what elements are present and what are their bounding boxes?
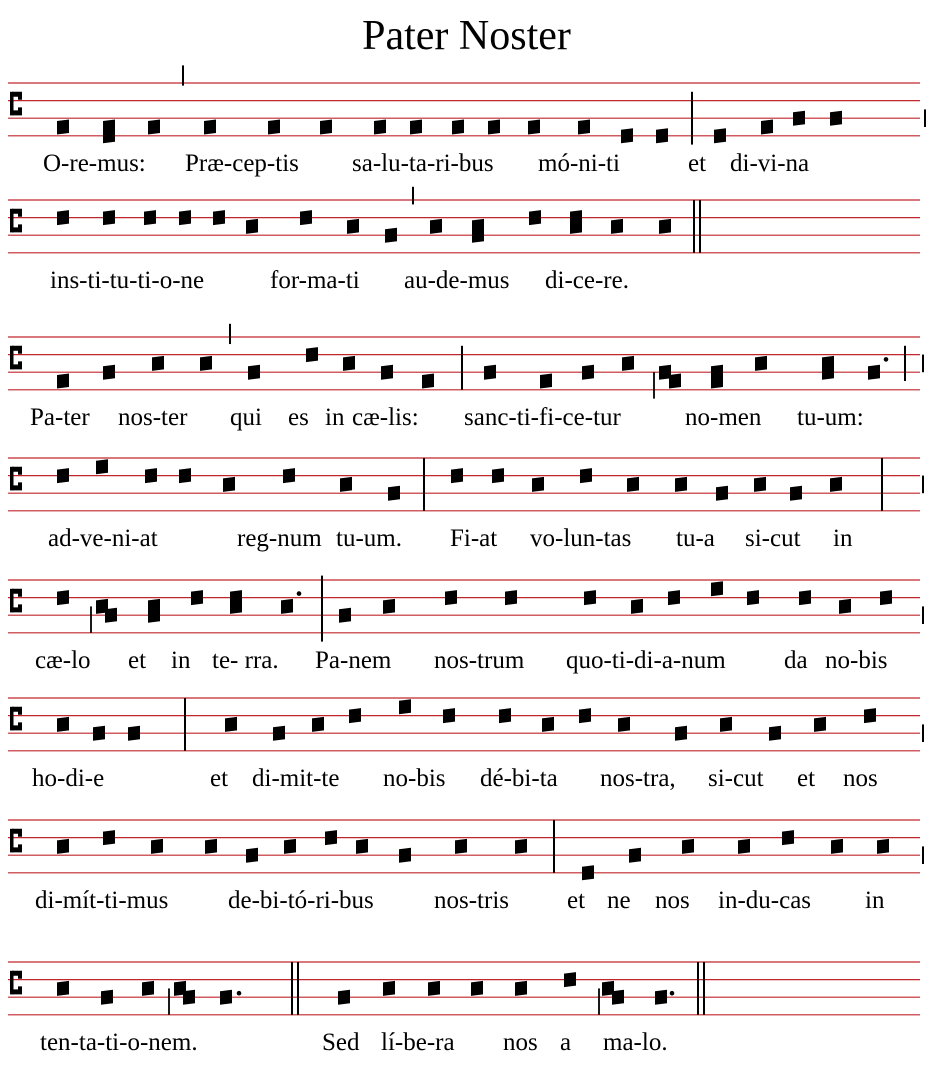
neume-note — [578, 120, 590, 135]
lyric-syllables: te- rra. — [212, 647, 279, 674]
c-clef-icon — [10, 829, 22, 853]
staff — [8, 958, 920, 1022]
neume-note — [532, 477, 544, 492]
lyric-syllables: in — [865, 887, 885, 914]
lyric-syllables: mó-ni-ti — [538, 150, 620, 177]
neume-note — [761, 120, 773, 135]
lyric-syllables: no-men — [685, 404, 762, 431]
neume-note — [152, 356, 164, 371]
neume-note — [880, 590, 892, 605]
lyric-syllables: tu-um: — [797, 404, 864, 431]
lyric-syllables: Fi-at — [450, 525, 498, 552]
lyric-syllables: ne — [607, 887, 631, 914]
neume-note — [57, 468, 69, 483]
lyric-syllables: lí-be-ra — [381, 1029, 455, 1056]
neume-note — [57, 981, 69, 996]
staff-system — [0, 333, 933, 437]
neume-note — [179, 210, 191, 225]
neume-note — [877, 839, 889, 854]
neume-note — [246, 848, 258, 863]
neume-note — [57, 120, 69, 135]
c-clef-icon — [10, 209, 22, 233]
staff-system — [0, 694, 933, 798]
neume-note — [220, 990, 232, 1005]
neume-note — [540, 374, 552, 389]
neume-note — [246, 219, 258, 234]
neume-note — [445, 590, 457, 605]
neume-note — [499, 708, 511, 723]
neume-note — [374, 120, 386, 135]
neume-note — [618, 717, 630, 732]
lyric-syllables: di-ce-re. — [545, 267, 629, 294]
lyric-syllables: nos — [503, 1029, 538, 1056]
neume-note — [627, 477, 639, 492]
neume-note — [105, 608, 117, 623]
lyric-syllables: reg-num — [237, 525, 322, 552]
neume-note — [529, 210, 541, 225]
neume-note — [782, 830, 794, 845]
neume-note — [669, 374, 681, 389]
neume-note — [582, 365, 594, 380]
staff-system — [0, 79, 933, 183]
neume-note — [183, 990, 195, 1005]
neume-note — [142, 981, 154, 996]
staff — [8, 454, 920, 518]
neume-note — [443, 708, 455, 723]
lyric-syllables: sa-lu-ta-ri-bus — [352, 150, 494, 177]
lyric-syllables: di-mít-ti-mus — [35, 887, 169, 914]
punctum-mora-dot — [237, 991, 242, 996]
neume-note — [213, 210, 225, 225]
lyric-syllables: in — [171, 647, 191, 674]
neume-note — [248, 365, 260, 380]
neume-note — [205, 839, 217, 854]
neume-note — [383, 599, 395, 614]
lyric-syllables: au-de-mus — [404, 267, 510, 294]
neume-note — [93, 726, 105, 741]
c-clef-icon — [10, 971, 22, 995]
page-title: Pater Noster — [362, 13, 571, 59]
neume-note — [57, 839, 69, 854]
neume-note — [868, 365, 880, 380]
neume-note — [580, 468, 592, 483]
staff-system — [0, 576, 933, 680]
neume-note — [668, 590, 680, 605]
neume-note — [492, 468, 504, 483]
staff — [8, 816, 920, 880]
neume-note — [629, 848, 641, 863]
lyric-syllables: cæ-lo — [35, 647, 91, 674]
neume-note — [283, 468, 295, 483]
c-clef-icon — [10, 467, 22, 491]
neume-note — [101, 990, 113, 1005]
neume-note — [455, 839, 467, 854]
neume-note — [542, 717, 554, 732]
lyric-syllables: nos-tris — [434, 887, 509, 914]
lyric-syllables: ten-ta-ti-o-nem. — [40, 1029, 198, 1056]
neume-note — [191, 590, 203, 605]
neume-note — [151, 839, 163, 854]
lyric-syllables: no-bis — [825, 647, 888, 674]
lyric-syllables: in-du-cas — [718, 887, 812, 914]
staff — [8, 333, 920, 397]
lyric-syllables: in — [325, 404, 345, 431]
neume-note — [320, 120, 332, 135]
neume-note — [356, 839, 368, 854]
neume-note — [284, 839, 296, 854]
lyric-syllables: nos-trum — [434, 647, 525, 674]
neume-note — [793, 111, 805, 126]
lyric-syllables: O-re-mus: — [43, 150, 146, 177]
lyric-syllables: ad-ve-ni-at — [48, 525, 158, 552]
staff-system — [0, 454, 933, 558]
neume-note — [306, 347, 318, 362]
neume-note — [711, 581, 723, 596]
neume-note — [223, 477, 235, 492]
neume-note — [716, 486, 728, 501]
neume-note — [347, 219, 359, 234]
neume-note — [399, 848, 411, 863]
staff-system — [0, 816, 933, 920]
neume-note — [57, 590, 69, 605]
neume-note — [675, 726, 687, 741]
neume-note — [200, 356, 212, 371]
lyric-syllables: ma-lo. — [603, 1029, 668, 1056]
lyric-syllables: no-bis — [383, 765, 446, 792]
neume-note — [381, 365, 393, 380]
c-clef-icon — [10, 707, 22, 731]
neume-note — [428, 981, 440, 996]
neume-note — [385, 228, 397, 243]
lyric-syllables: Pa-ter — [30, 404, 90, 431]
lyric-syllables: tu-um. — [336, 525, 402, 552]
neume-note — [769, 726, 781, 741]
lyric-syllables: et — [210, 765, 229, 792]
neume-note — [268, 120, 280, 135]
neume-note — [388, 486, 400, 501]
lyric-syllables: si-cut — [745, 525, 801, 552]
lyric-syllables: es — [288, 404, 309, 431]
neume-note — [410, 120, 422, 135]
neume-note — [57, 210, 69, 225]
neume-note — [564, 972, 576, 987]
neume-note — [830, 111, 842, 126]
neume-note — [830, 477, 842, 492]
neume-note — [839, 599, 851, 614]
neume-note — [204, 120, 216, 135]
neume-note — [747, 590, 759, 605]
lyric-syllables: Sed — [322, 1029, 360, 1056]
neume-note — [338, 990, 350, 1005]
lyric-syllables: di-mit-te — [252, 765, 340, 792]
neume-note — [528, 120, 540, 135]
neume-note — [631, 599, 643, 614]
neume-note — [488, 120, 500, 135]
neume-note — [312, 717, 324, 732]
lyric-syllables: Pa-nem — [315, 647, 392, 674]
lyric-syllables: si-cut — [708, 765, 764, 792]
lyric-syllables: nos — [655, 887, 690, 914]
neume-note — [179, 468, 191, 483]
neume-note — [720, 717, 732, 732]
neume-note — [103, 128, 115, 143]
lyric-syllables: da — [784, 647, 808, 674]
lyric-syllables: quo-ti-di-a-num — [566, 647, 726, 674]
neume-note — [714, 128, 726, 143]
lyric-syllables: de-bi-tó-ri-bus — [228, 887, 374, 914]
neume-note — [484, 365, 496, 380]
neume-note — [675, 477, 687, 492]
punctum-mora-dot — [297, 591, 302, 596]
neume-note — [505, 590, 517, 605]
neume-note — [570, 219, 582, 234]
staff — [8, 694, 920, 758]
neume-note — [343, 356, 355, 371]
neume-note — [452, 120, 464, 135]
staff — [8, 196, 920, 260]
neume-note — [339, 608, 351, 623]
neume-note — [144, 210, 156, 225]
neume-note — [349, 708, 361, 723]
neume-note — [103, 210, 115, 225]
lyric-syllables: et — [688, 150, 707, 177]
neume-note — [790, 486, 802, 501]
neume-note — [451, 468, 463, 483]
neume-note — [515, 839, 527, 854]
neume-note — [430, 219, 442, 234]
lyric-syllables: vo-lun-tas — [530, 525, 632, 552]
neume-note — [325, 830, 337, 845]
staff-system — [0, 196, 933, 300]
c-clef-icon — [10, 346, 22, 370]
neume-note — [755, 356, 767, 371]
neume-note — [515, 981, 527, 996]
c-clef-icon — [10, 589, 22, 613]
staff — [8, 79, 920, 143]
staff-system — [0, 958, 933, 1062]
lyric-syllables: a — [560, 1029, 572, 1056]
neume-note — [148, 120, 160, 135]
lyric-syllables: in — [833, 525, 853, 552]
neume-note — [145, 468, 157, 483]
neume-note — [57, 717, 69, 732]
neume-note — [422, 374, 434, 389]
neume-note — [621, 128, 633, 143]
lyric-syllables: di-vi-na — [730, 150, 810, 177]
neume-note — [584, 590, 596, 605]
neume-note — [148, 608, 160, 623]
lyric-syllables: cæ-lis: — [352, 404, 419, 431]
c-clef-icon — [10, 92, 22, 116]
neume-note — [96, 459, 108, 474]
neume-note — [579, 708, 591, 723]
lyric-syllables: dé-bi-ta — [480, 765, 558, 792]
neume-note — [399, 699, 411, 714]
lyric-syllables: et — [128, 647, 147, 674]
neume-note — [383, 981, 395, 996]
lyric-syllables: qui — [230, 404, 262, 431]
neume-note — [582, 865, 594, 880]
neume-note — [471, 981, 483, 996]
lyric-syllables: ins-ti-tu-ti-o-ne — [50, 267, 205, 294]
neume-note — [300, 210, 312, 225]
punctum-mora-dot — [670, 991, 675, 996]
neume-note — [103, 830, 115, 845]
neume-note — [711, 374, 723, 389]
neume-note — [103, 365, 115, 380]
neume-note — [659, 219, 671, 234]
lyric-syllables: Præ-cep-tis — [185, 150, 299, 177]
staff — [8, 576, 920, 640]
lyric-syllables: nos — [843, 765, 878, 792]
lyric-syllables: et — [567, 887, 586, 914]
neume-note — [682, 839, 694, 854]
neume-note — [472, 228, 484, 243]
neume-note — [799, 590, 811, 605]
neume-note — [273, 726, 285, 741]
neume-note — [754, 477, 766, 492]
lyric-syllables: sanc-ti-fi-ce-tur — [464, 404, 621, 431]
neume-note — [340, 477, 352, 492]
lyric-syllables: nos-tra, — [600, 765, 676, 792]
neume-note — [612, 990, 624, 1005]
lyric-syllables: et — [797, 765, 816, 792]
neume-note — [611, 219, 623, 234]
neume-note — [738, 839, 750, 854]
neume-note — [622, 356, 634, 371]
neume-note — [656, 128, 668, 143]
neume-note — [281, 599, 293, 614]
neume-note — [822, 365, 834, 380]
lyric-syllables: for-ma-ti — [270, 267, 360, 294]
punctum-mora-dot — [884, 357, 889, 362]
neume-note — [57, 374, 69, 389]
neume-note — [831, 839, 843, 854]
neume-note — [128, 726, 140, 741]
lyric-syllables: nos-ter — [118, 404, 188, 431]
lyric-syllables: tu-a — [676, 525, 715, 552]
neume-note — [225, 717, 237, 732]
neume-note — [814, 717, 826, 732]
neume-note — [655, 990, 667, 1005]
lyric-syllables: ho-di-e — [32, 765, 105, 792]
neume-note — [230, 599, 242, 614]
neume-note — [864, 708, 876, 723]
